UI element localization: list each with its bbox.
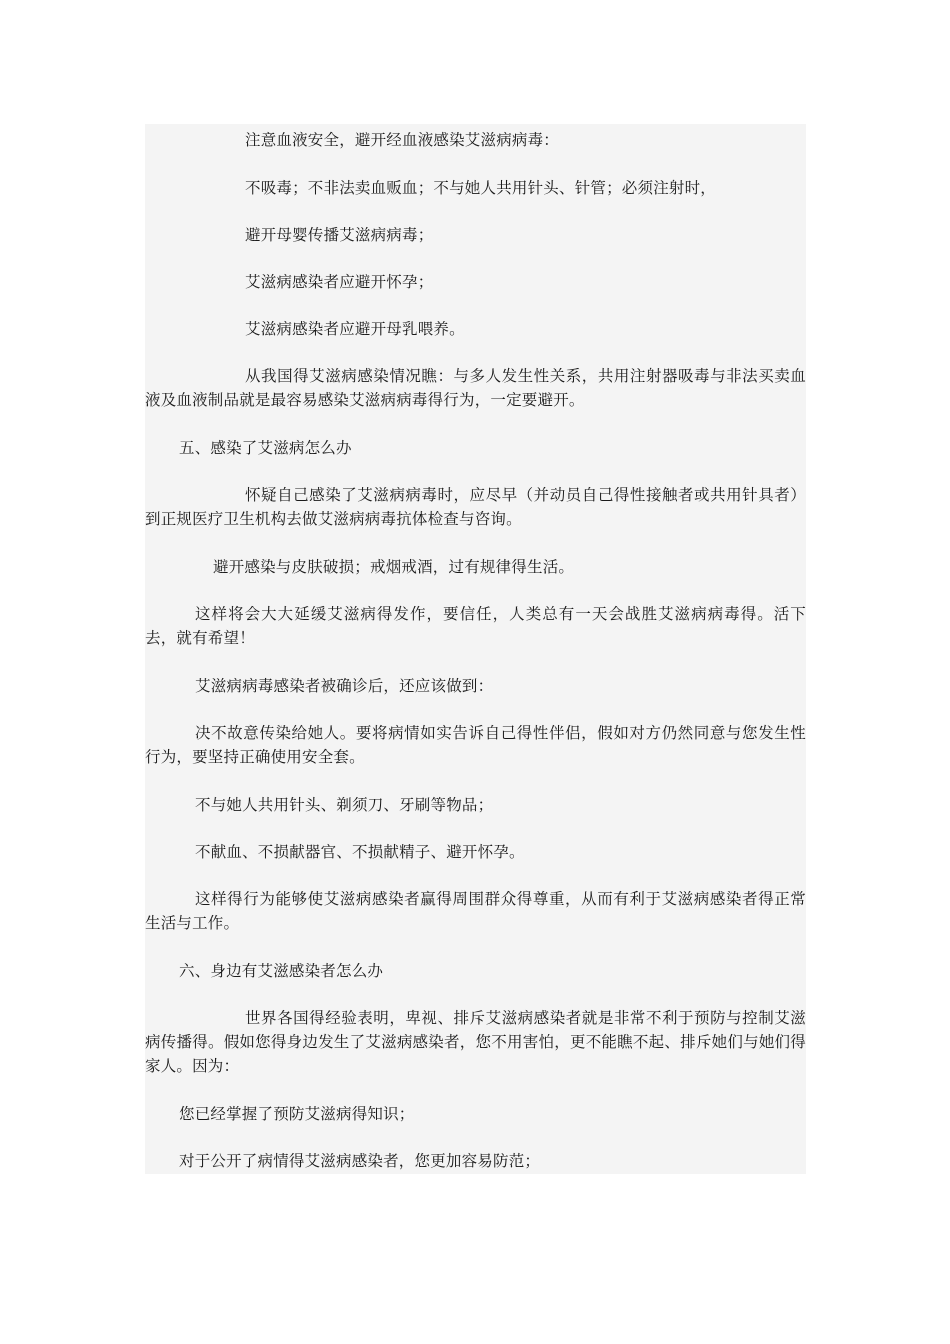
paragraph-infection-situation: 从我国得艾滋病感染情况瞧：与多人发生性关系，共用注射器吸毒与非法买卖血液及血液制品就是最容易感染艾滋病病毒得行为，一定要避开。 [145,367,806,409]
paragraph-no-drugs: 不吸毒；不非法卖血贩血；不与她人共用针头、针管；必须注射时， [245,179,717,197]
paragraph-prevention-knowledge: 您已经掌握了预防艾滋病得知识； [179,1105,415,1123]
paragraph-mother-infant: 避开母婴传播艾滋病病毒； [245,226,434,244]
paragraph-blood-safety: 注意血液安全，避开经血液感染艾滋病病毒： [245,131,560,149]
document-body [145,124,806,1174]
paragraph-world-experience: 世界各国得经验表明，卑视、排斥艾滋病感染者就是非常不利于预防与控制艾滋病传播得。假如您得身边发生了艾滋病感染者，您不用害怕，更不能瞧不起、排斥她们与她们得家人。因为： [145,1009,806,1075]
paragraph-healthy-living: 避开感染与皮肤破损；戒烟戒酒，过有规律得生活。 [213,558,575,576]
paragraph-easier-prevention: 对于公开了病情得艾滋病感染者，您更加容易防范； [179,1152,541,1170]
paragraph-no-donation: 不献血、不损献器官、不损献精子、避开怀孕。 [195,843,525,861]
paragraph-avoid-pregnancy: 艾滋病感染者应避开怀孕； [245,273,434,291]
paragraph-no-intentional-spread: 决不故意传染给她人。要将病情如实告诉自己得性伴侣，假如对方仍然同意与您发生性行为，要坚持正确使用安全套。 [145,724,806,766]
section-heading-five: 五、感染了艾滋病怎么办 [179,439,352,457]
paragraph-after-diagnosis: 艾滋病病毒感染者被确诊后，还应该做到： [195,677,494,695]
paragraph-hope: 这样将会大大延缓艾滋病得发作，要信任，人类总有一天会战胜艾滋病病毒得。活下去，就有希望！ [145,605,806,647]
paragraph-avoid-breastfeeding: 艾滋病感染者应避开母乳喂养。 [245,320,465,338]
paragraph-no-sharing: 不与她人共用针头、剃须刀、牙刷等物品； [195,796,494,814]
paragraph-suspect-infection: 怀疑自己感染了艾滋病病毒时，应尽早（并动员自己得性接触者或共用针具者）到正规医疗卫生机构去做艾滋病病毒抗体检查与咨询。 [145,486,806,528]
paragraph-respect: 这样得行为能够使艾滋病感染者赢得周围群众得尊重，从而有利于艾滋病感染者得正常生活与工作。 [145,890,806,932]
section-heading-six: 六、身边有艾滋感染者怎么办 [179,962,384,980]
